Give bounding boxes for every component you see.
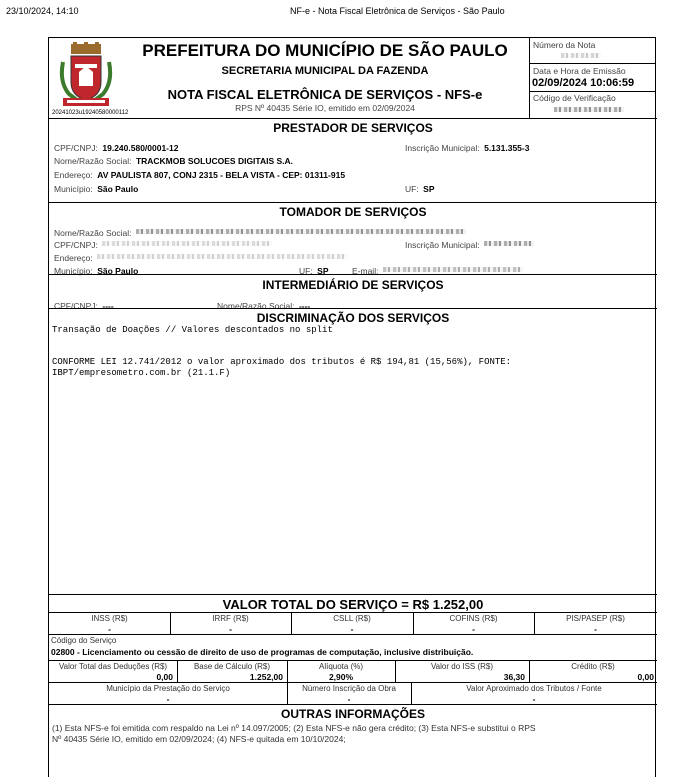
- credito-label: Crédito (R$): [571, 662, 615, 671]
- deducoes-value: 0,00: [156, 672, 173, 682]
- outras-informacoes-line-2: Nº 40435 Série IO, emitido em 02/09/2024; (4) NFS-e quitada em 10/10/2024;: [52, 734, 346, 744]
- cofins-label: COFINS (R$): [449, 614, 498, 623]
- data-emissao-value: 02/09/2024 10:06:59: [532, 77, 635, 89]
- discriminacao-line-3: IBPT/empresometro.com.br (21.1.F): [52, 368, 231, 378]
- csll-label: CSLL (R$): [333, 614, 371, 623]
- nfse-document: [48, 37, 656, 777]
- print-datetime: 23/10/2024, 14:10: [6, 6, 79, 16]
- intermediario-title: INTERMEDIÁRIO DE SERVIÇOS: [262, 278, 444, 292]
- municipio-prestacao-label: Município da Prestação do Serviço: [106, 684, 230, 693]
- tomador-title: TOMADOR DE SERVIÇOS: [279, 205, 427, 219]
- outras-informacoes-title: OUTRAS INFORMAÇÕES: [281, 707, 425, 721]
- outras-informacoes-line-1: (1) Esta NFS-e foi emitida com respaldo na Lei nº 14.097/2005; (2) Esta NFS-e não gera crédito; (3) Esta NFS-e substitui o RPS: [52, 723, 536, 733]
- valor-total: VALOR TOTAL DO SERVIÇO = R$ 1.252,00: [222, 597, 484, 612]
- rps-info: RPS Nº 40435 Série IO, emitido em 02/09/2024: [235, 103, 415, 113]
- codigo-servico-value: 02800 - Licenciamento ou cessão de direito de uso de programas de computação, inclusive distribuição.: [51, 647, 474, 657]
- tomador-email: E-mail:: [352, 261, 523, 279]
- pis-value: -: [594, 624, 597, 634]
- inss-label: INSS (R$): [91, 614, 128, 623]
- codigo-verificacao-value-redacted: [554, 107, 624, 112]
- irrf-label: IRRF (R$): [212, 614, 249, 623]
- codigo-verificacao-label: Código de Verificação: [533, 93, 616, 103]
- prestador-im: Inscrição Municipal: 5.131.355-3: [405, 143, 530, 153]
- prestador-uf: UF: SP: [405, 184, 435, 194]
- nota-title: NOTA FISCAL ELETRÔNICA DE SERVIÇOS - NFS-e: [167, 87, 483, 102]
- tomador-im: Inscrição Municipal:: [405, 235, 534, 253]
- data-emissao-label: Data e Hora de Emissão: [533, 66, 626, 76]
- tomador-municipio: Município: São Paulo: [54, 266, 139, 276]
- credito-value: 0,00: [637, 672, 654, 682]
- prestador-nome: Nome/Razão Social: TRACKMOB SOLUCOES DIGITAIS S.A.: [54, 156, 294, 166]
- pis-label: PIS/PASEP (R$): [566, 614, 625, 623]
- tributos-fonte-value: -: [532, 694, 536, 704]
- base-calculo-value: 1.252,00: [249, 672, 283, 682]
- tomador-cpf: CPF/CNPJ:: [54, 235, 272, 253]
- valor-iss-label: Valor do ISS (R$): [430, 662, 494, 671]
- municipio-prestacao-value: -: [166, 694, 170, 704]
- inscricao-obra-value: -: [347, 694, 351, 704]
- tomador-nome: Nome/Razão Social:: [54, 223, 466, 241]
- prestador-title: PRESTADOR DE SERVIÇOS: [273, 121, 433, 135]
- sao-paulo-coat-of-arms-icon: [57, 42, 115, 110]
- irrf-value: -: [229, 624, 232, 634]
- csll-value: -: [350, 624, 354, 634]
- base-calculo-label: Base de Cálculo (R$): [193, 662, 271, 671]
- cofins-value: -: [472, 624, 475, 634]
- valor-iss-value: 36,30: [503, 672, 525, 682]
- aliquota-value: 2,90%: [328, 672, 354, 682]
- aliquota-label: Alíquota (%): [318, 662, 364, 671]
- discriminacao-line-1: Transação de Doações // Valores descontados no split: [52, 325, 333, 335]
- intermediario-cpf: CPF/CNPJ: ----: [54, 301, 114, 311]
- inss-value: -: [108, 624, 111, 634]
- numero-nota-value-redacted: [561, 53, 601, 58]
- numero-nota-label: Número da Nota: [533, 40, 596, 50]
- deducoes-label: Valor Total das Deduções (R$): [58, 662, 168, 671]
- tomador-uf: UF: SP: [299, 266, 329, 276]
- prefeitura-title: PREFEITURA DO MUNICÍPIO DE SÃO PAULO: [142, 41, 508, 60]
- prestador-municipio: Município: São Paulo: [54, 184, 139, 194]
- secretaria-title: SECRETARIA MUNICIPAL DA FAZENDA: [221, 65, 429, 77]
- print-title: NF-e - Nota Fiscal Eletrônica de Serviços - São Paulo: [290, 6, 505, 16]
- discriminacao-title: DISCRIMINAÇÃO DOS SERVIÇOS: [256, 311, 450, 325]
- logo-code: 20241023u19240580000112: [52, 110, 129, 116]
- prestador-cpf: CPF/CNPJ: 19.240.580/0001-12: [54, 143, 179, 153]
- intermediario-nome: Nome/Razão Social: ----: [217, 301, 311, 311]
- tomador-endereco: Endereço:: [54, 248, 347, 266]
- inscricao-obra-label: Número Inscrição da Obra: [302, 684, 396, 693]
- codigo-servico-label: Código do Serviço: [51, 636, 117, 645]
- tributos-fonte-label: Valor Aproximado dos Tributos / Fonte: [466, 684, 602, 693]
- discriminacao-line-2: CONFORME LEI 12.741/2012 o valor aproximado dos tributos é R$ 194,81 (15,56%), FONTE:: [52, 357, 512, 367]
- prestador-endereco: Endereço: AV PAULISTA 807, CONJ 2315 - BELA VISTA - CEP: 01311-915: [54, 170, 346, 180]
